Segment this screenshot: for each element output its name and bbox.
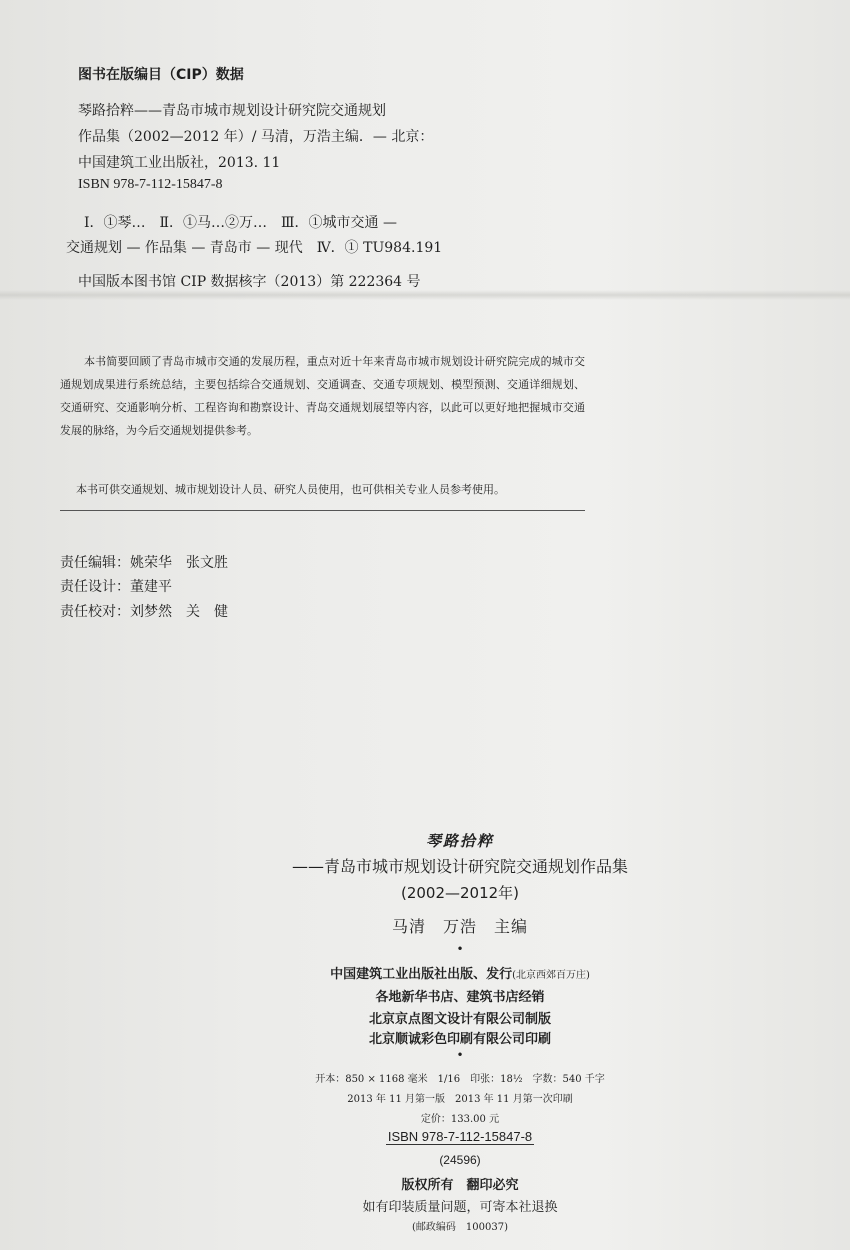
return-note: 如有印装质量问题，可寄本社退换 (362, 1200, 558, 1215)
cip-record-number: 中国版本图书馆 CIP 数据核字（2013）第 222364 号 (78, 274, 421, 290)
show-through-title-mark (470, 185, 580, 258)
responsible-designer: 责任设计：董建平 (60, 579, 172, 595)
divider (60, 510, 585, 511)
plate-making-line: 北京京点图文设计有限公司制版 (368, 1012, 551, 1027)
separator-dot: • (456, 1048, 464, 1062)
cip-isbn-line: ISBN 978-7-112-15847-8 (78, 177, 223, 192)
publisher-address: (北京西郊百万庄) (512, 970, 590, 981)
responsible-proofreader: 责任校对：刘梦然 关 健 (60, 604, 228, 620)
responsible-editor: 责任编辑：姚荣华 张文胜 (60, 555, 228, 571)
show-through-rule (0, 290, 850, 300)
publisher-line (240, 963, 680, 982)
cip-line: 琴路拾粹——青岛市城市规划设计研究院交通规划 (78, 103, 386, 119)
price-line: 定价：133.00 元 (420, 1114, 500, 1125)
copyright-notice: 版权所有 翻印必究 (401, 1178, 519, 1193)
catalog-code: (24596) (439, 1153, 481, 1167)
publisher: 中国建筑工业出版社出版、发行 (330, 967, 513, 982)
cip-line: 作品集（2002—2012 年）/ 马清，万浩主编．— 北京： (78, 129, 434, 145)
abstract-paragraph: 本书简要回顾了青岛市城市交通的发展历程，重点对近十年来青岛市城市规划设计研究院完成的城市交通规划成果进行系统总结，主要包括综合交通规划、交通调查、交通专项规划、模型预测、交通详细规划、交通研究、交通影响分析、工程咨询和勘察设计、青岛交通规划展望等内容，以此可以更好地把握城市交通发展的脉络，为今后交通规划提供参考。 (60, 355, 585, 437)
cip-line: 中国建筑工业出版社，2013. 11 (78, 155, 281, 171)
book-title: 琴路拾粹 (425, 832, 494, 850)
cip-classification-line: 交通规划 — 作品集 — 青岛市 — 现代 Ⅳ．① TU984.191 (66, 240, 443, 256)
isbn: ISBN 978-7-112-15847-8 (387, 1129, 533, 1144)
audience-paragraph: 本书可供交通规划、城市规划设计人员、研究人员使用，也可供相关专业人员参考使用。 (76, 483, 505, 496)
isbn-line (240, 1129, 680, 1144)
book-years: (2002—2012年) (400, 884, 520, 902)
book-subtitle: ——青岛市城市规划设计研究院交通规划作品集 (291, 857, 628, 876)
postcode: (邮政编码 100037) (412, 1222, 508, 1233)
cip-classification-line: Ⅰ．①琴… Ⅱ．①马…②万… Ⅲ．①城市交通 — (84, 215, 397, 231)
format-line: 开本：850 × 1168 毫米 1/16 印张：18½ 字数：540 千字 (315, 1074, 605, 1085)
distribution-line: 各地新华书店、建筑书店经销 (375, 990, 545, 1005)
printer-line: 北京顺诚彩色印刷有限公司印刷 (368, 1032, 551, 1047)
edition-line: 2013 年 11 月第一版 2013 年 11 月第一次印刷 (347, 1094, 573, 1105)
book-editors: 马清 万浩 主编 (391, 917, 528, 936)
separator-dot: • (456, 942, 464, 956)
cip-heading: 图书在版编目（CIP）数据 (78, 67, 244, 83)
